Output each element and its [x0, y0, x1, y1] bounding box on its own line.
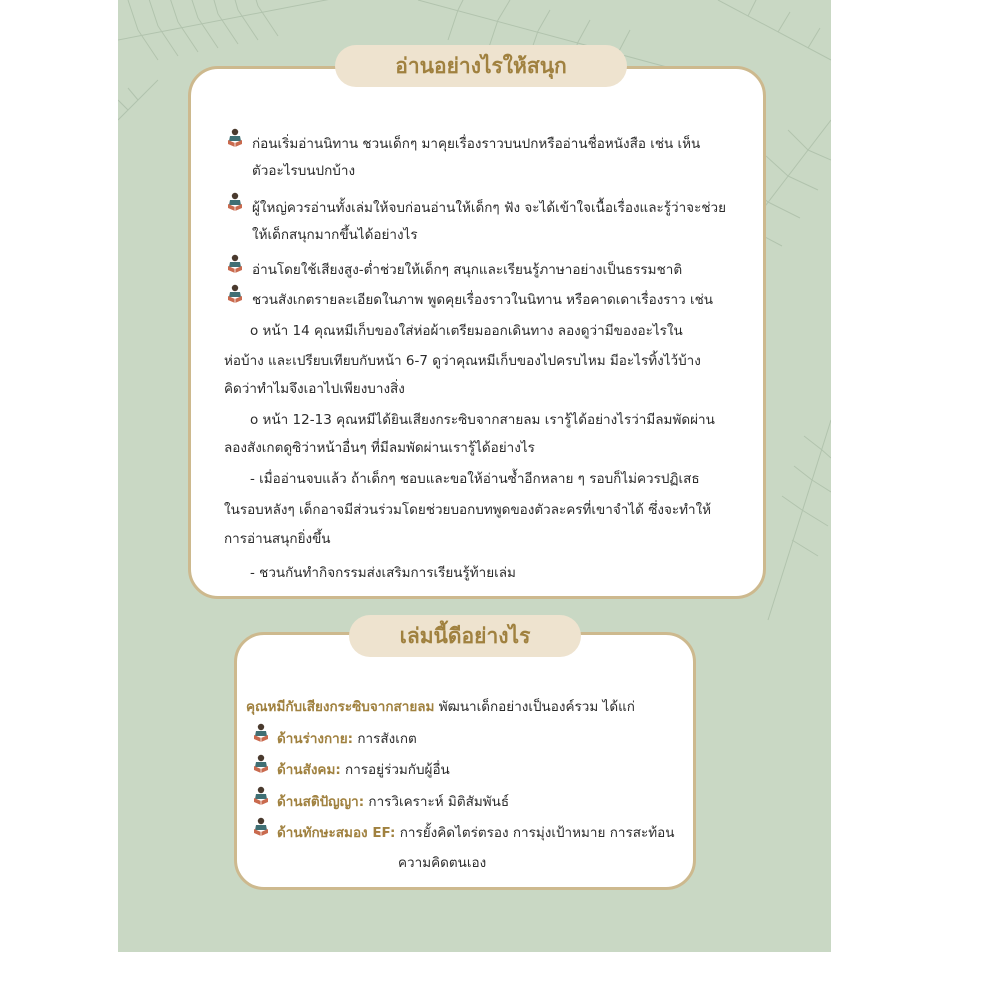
girl-reading-icon — [226, 128, 244, 148]
benefit-item — [277, 820, 674, 847]
tip-line: ผู้ใหญ่ควรอ่านทั้งเล่มให้จบก่อนอ่านให้เด็กๆ ฟัง จะได้เข้าใจเนื้อเรื่องและรู้ว่าจะช่วย — [252, 200, 726, 216]
benefit-item — [277, 726, 417, 753]
reading-tips-title: อ่านอย่างไรให้สนุก — [335, 45, 627, 87]
tip-line: คิดว่าทำไมจึงเอาไปเพียงบางสิ่ง — [224, 381, 405, 397]
tip-line: ให้เด็กสนุกมากขึ้นได้อย่างไร — [252, 227, 418, 243]
girl-reading-icon — [226, 192, 244, 212]
benefits-intro — [246, 694, 635, 721]
girl-reading-icon — [252, 754, 270, 774]
benefit-text: การยั้งคิดไตร่ตรอง การมุ่งเป้าหมาย การสะท้อน — [395, 825, 675, 841]
girl-reading-icon — [226, 254, 244, 274]
tip-line: ตัวอะไรบนปกบ้าง — [252, 163, 356, 179]
benefit-label: ด้านสังคม: — [277, 762, 341, 778]
benefit-label: ด้านร่างกาย: — [277, 731, 354, 747]
girl-reading-icon — [226, 284, 244, 304]
girl-reading-icon — [252, 786, 270, 806]
tip-line: ชวนสังเกตรายละเอียดในภาพ พูดคุยเรื่องราวในนิทาน หรือคาดเดาเรื่องราว เช่น — [252, 292, 714, 308]
benefit-label: ด้านทักษะสมอง EF: — [277, 825, 396, 841]
benefit-item — [277, 789, 509, 816]
girl-reading-icon — [252, 817, 270, 837]
benefits-intro-rest: พัฒนาเด็กอย่างเป็นองค์รวม ได้แก่ — [434, 699, 635, 715]
tip-line: - ชวนกันทำกิจกรรมส่งเสริมการเรียนรู้ท้ายเล่ม — [250, 565, 516, 581]
tip-line: ลองสังเกตดูซิว่าหน้าอื่นๆ ที่มีลมพัดผ่านเรารู้ได้อย่างไร — [224, 440, 535, 456]
benefit-item-continued: ความคิดตนเอง — [398, 855, 487, 871]
benefit-text: การอยู่ร่วมกับผู้อื่น — [340, 762, 450, 778]
tip-line: ก่อนเริ่มอ่านนิทาน ชวนเด็กๆ มาคุยเรื่องราวบนปกหรืออ่านชื่อหนังสือ เช่น เห็น — [252, 136, 701, 152]
benefit-text: การสังเกต — [353, 731, 417, 747]
benefit-item — [277, 757, 450, 784]
tip-line: o หน้า 14 คุณหมีเก็บของใส่ห่อผ้าเตรียมออกเดินทาง ลองดูว่ามีของอะไรใน — [250, 323, 683, 339]
tip-line: o หน้า 12-13 คุณหมีได้ยินเสียงกระซิบจากสายลม เรารู้ได้อย่างไรว่ามีลมพัดผ่าน — [250, 412, 715, 428]
tip-line: การอ่านสนุกยิ่งขึ้น — [224, 531, 331, 547]
tip-line: ห่อบ้าง และเปรียบเทียบกับหน้า 6-7 ดูว่าคุณหมีเก็บของไปครบไหม มีอะไรทิ้งไว้บ้าง — [224, 353, 701, 369]
benefit-label: ด้านสติปัญญา: — [277, 794, 365, 810]
girl-reading-icon — [252, 723, 270, 743]
tip-line: - เมื่ออ่านจบแล้ว ถ้าเด็กๆ ชอบและขอให้อ่านซ้ำอีกหลาย ๆ รอบก็ไม่ควรปฏิเสธ — [250, 471, 700, 487]
book-title: คุณหมีกับเสียงกระซิบจากสายลม — [246, 699, 435, 715]
tip-line: ในรอบหลังๆ เด็กอาจมีส่วนร่วมโดยช่วยบอกบทพูดของตัวละครที่เขาจำได้ ซึ่งจะทำให้ — [224, 502, 712, 518]
benefit-text: การวิเคราะห์ มิติสัมพันธ์ — [364, 794, 510, 810]
tip-line: อ่านโดยใช้เสียงสูง-ต่ำช่วยให้เด็กๆ สนุกและเรียนรู้ภาษาอย่างเป็นธรรมชาติ — [252, 262, 683, 278]
book-benefits-title: เล่มนี้ดีอย่างไร — [349, 615, 581, 657]
